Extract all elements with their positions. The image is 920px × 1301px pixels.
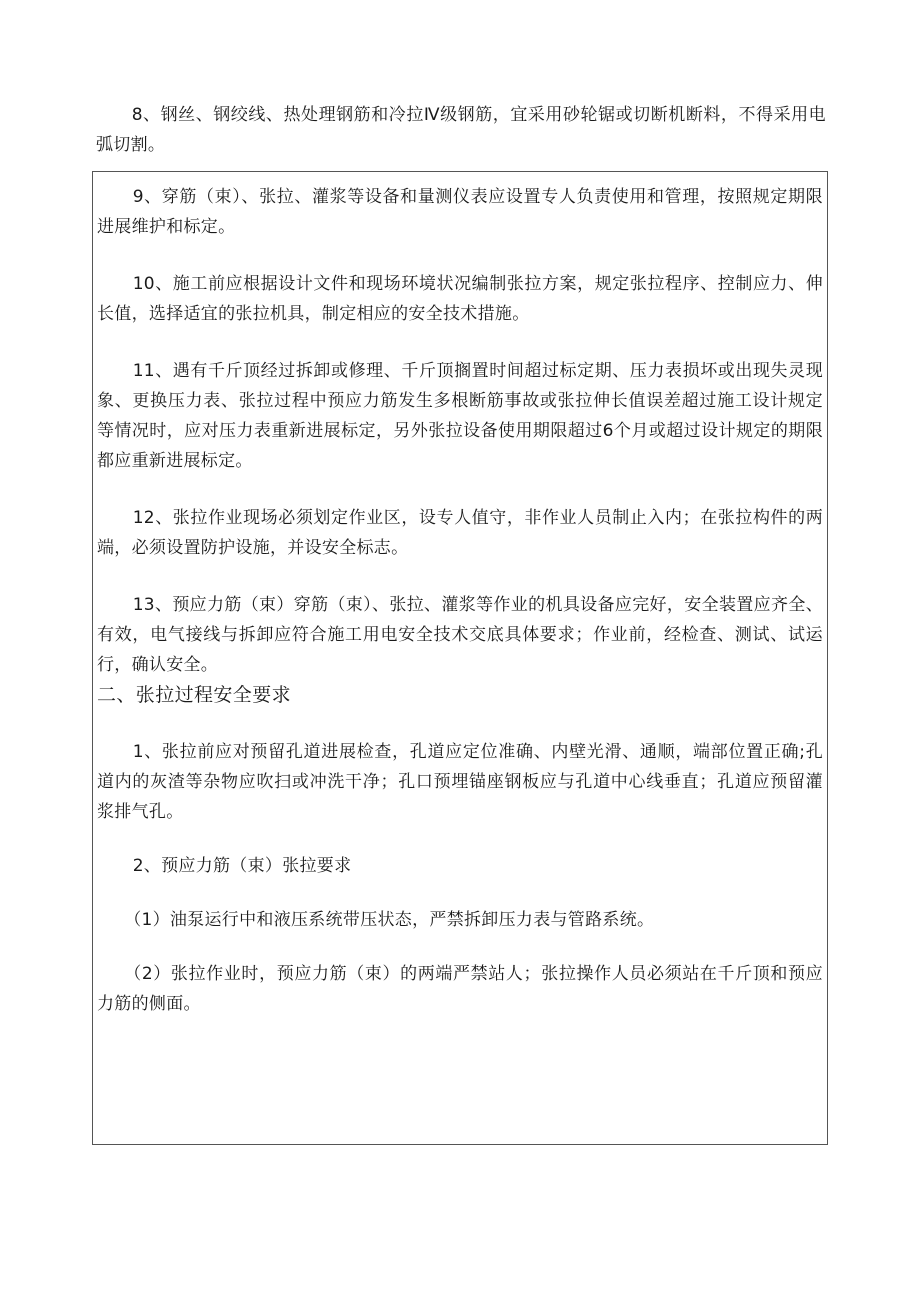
sub-paragraph-1: （1）油泵运行中和液压系统带压状态，严禁拆卸压力表与管路系统。 — [124, 910, 655, 930]
section-paragraph-1: 1、张拉前应对预留孔道进展检查，孔道应定位准确、内壁光滑、通顺，端部位置正确;孔道内的灰渣等杂物应吹扫或冲洗干净；孔口预埋锚座钢板应与孔道中心线垂直；孔道应预留灌浆排气孔。 — [97, 742, 823, 822]
paragraph-8: 8、钢丝、钢绞线、热处理钢筋和冷拉Ⅳ级钢筋，宜采用砂轮锯或切断机断料，不得采用电弧切割。 — [96, 105, 826, 155]
content-table-cell — [92, 171, 828, 1145]
paragraph-11: 11、遇有千斤顶经过拆卸或修理、千斤顶搁置时间超过标定期、压力表损坏或出现失灵现象、更换压力表、张拉过程中预应力筋发生多根断筋事故或张拉伸长值误差超过施工设计规定等情况时，应对压力表重新进展标定，另外张拉设备使用期限超过6个月或超过设计规定的期限都应重新进展标定。 — [97, 361, 823, 471]
cell-content — [97, 182, 823, 1019]
section-heading: 二、张拉过程安全要求 — [97, 684, 292, 706]
sub-paragraph-2: （2）张拉作业时，预应力筋（束）的两端严禁站人；张拉操作人员必须站在千斤顶和预应力筋的侧面。 — [97, 964, 823, 1014]
paragraph-12: 12、张拉作业现场必须划定作业区，设专人值守，非作业人员制止入内；在张拉构件的两端，必须设置防护设施，并设安全标志。 — [97, 508, 823, 558]
paragraph-10: 10、施工前应根据设计文件和现场环境状况编制张拉方案，规定张拉程序、控制应力、伸长值，选择适宜的张拉机具，制定相应的安全技术措施。 — [97, 274, 823, 324]
paragraph-13: 13、预应力筋（束）穿筋（束）、张拉、灌浆等作业的机具设备应完好，安全装置应齐全、有效，电气接线与拆卸应符合施工用电安全技术交底具体要求；作业前，经检查、测试、试运行，确认安全。 — [97, 595, 823, 675]
section-paragraph-2: 2、预应力筋（束）张拉要求 — [132, 856, 352, 876]
paragraph-9: 9、穿筋（束）、张拉、灌浆等设备和量测仪表应设置专人负责使用和管理，按照规定期限进展维护和标定。 — [97, 187, 823, 237]
